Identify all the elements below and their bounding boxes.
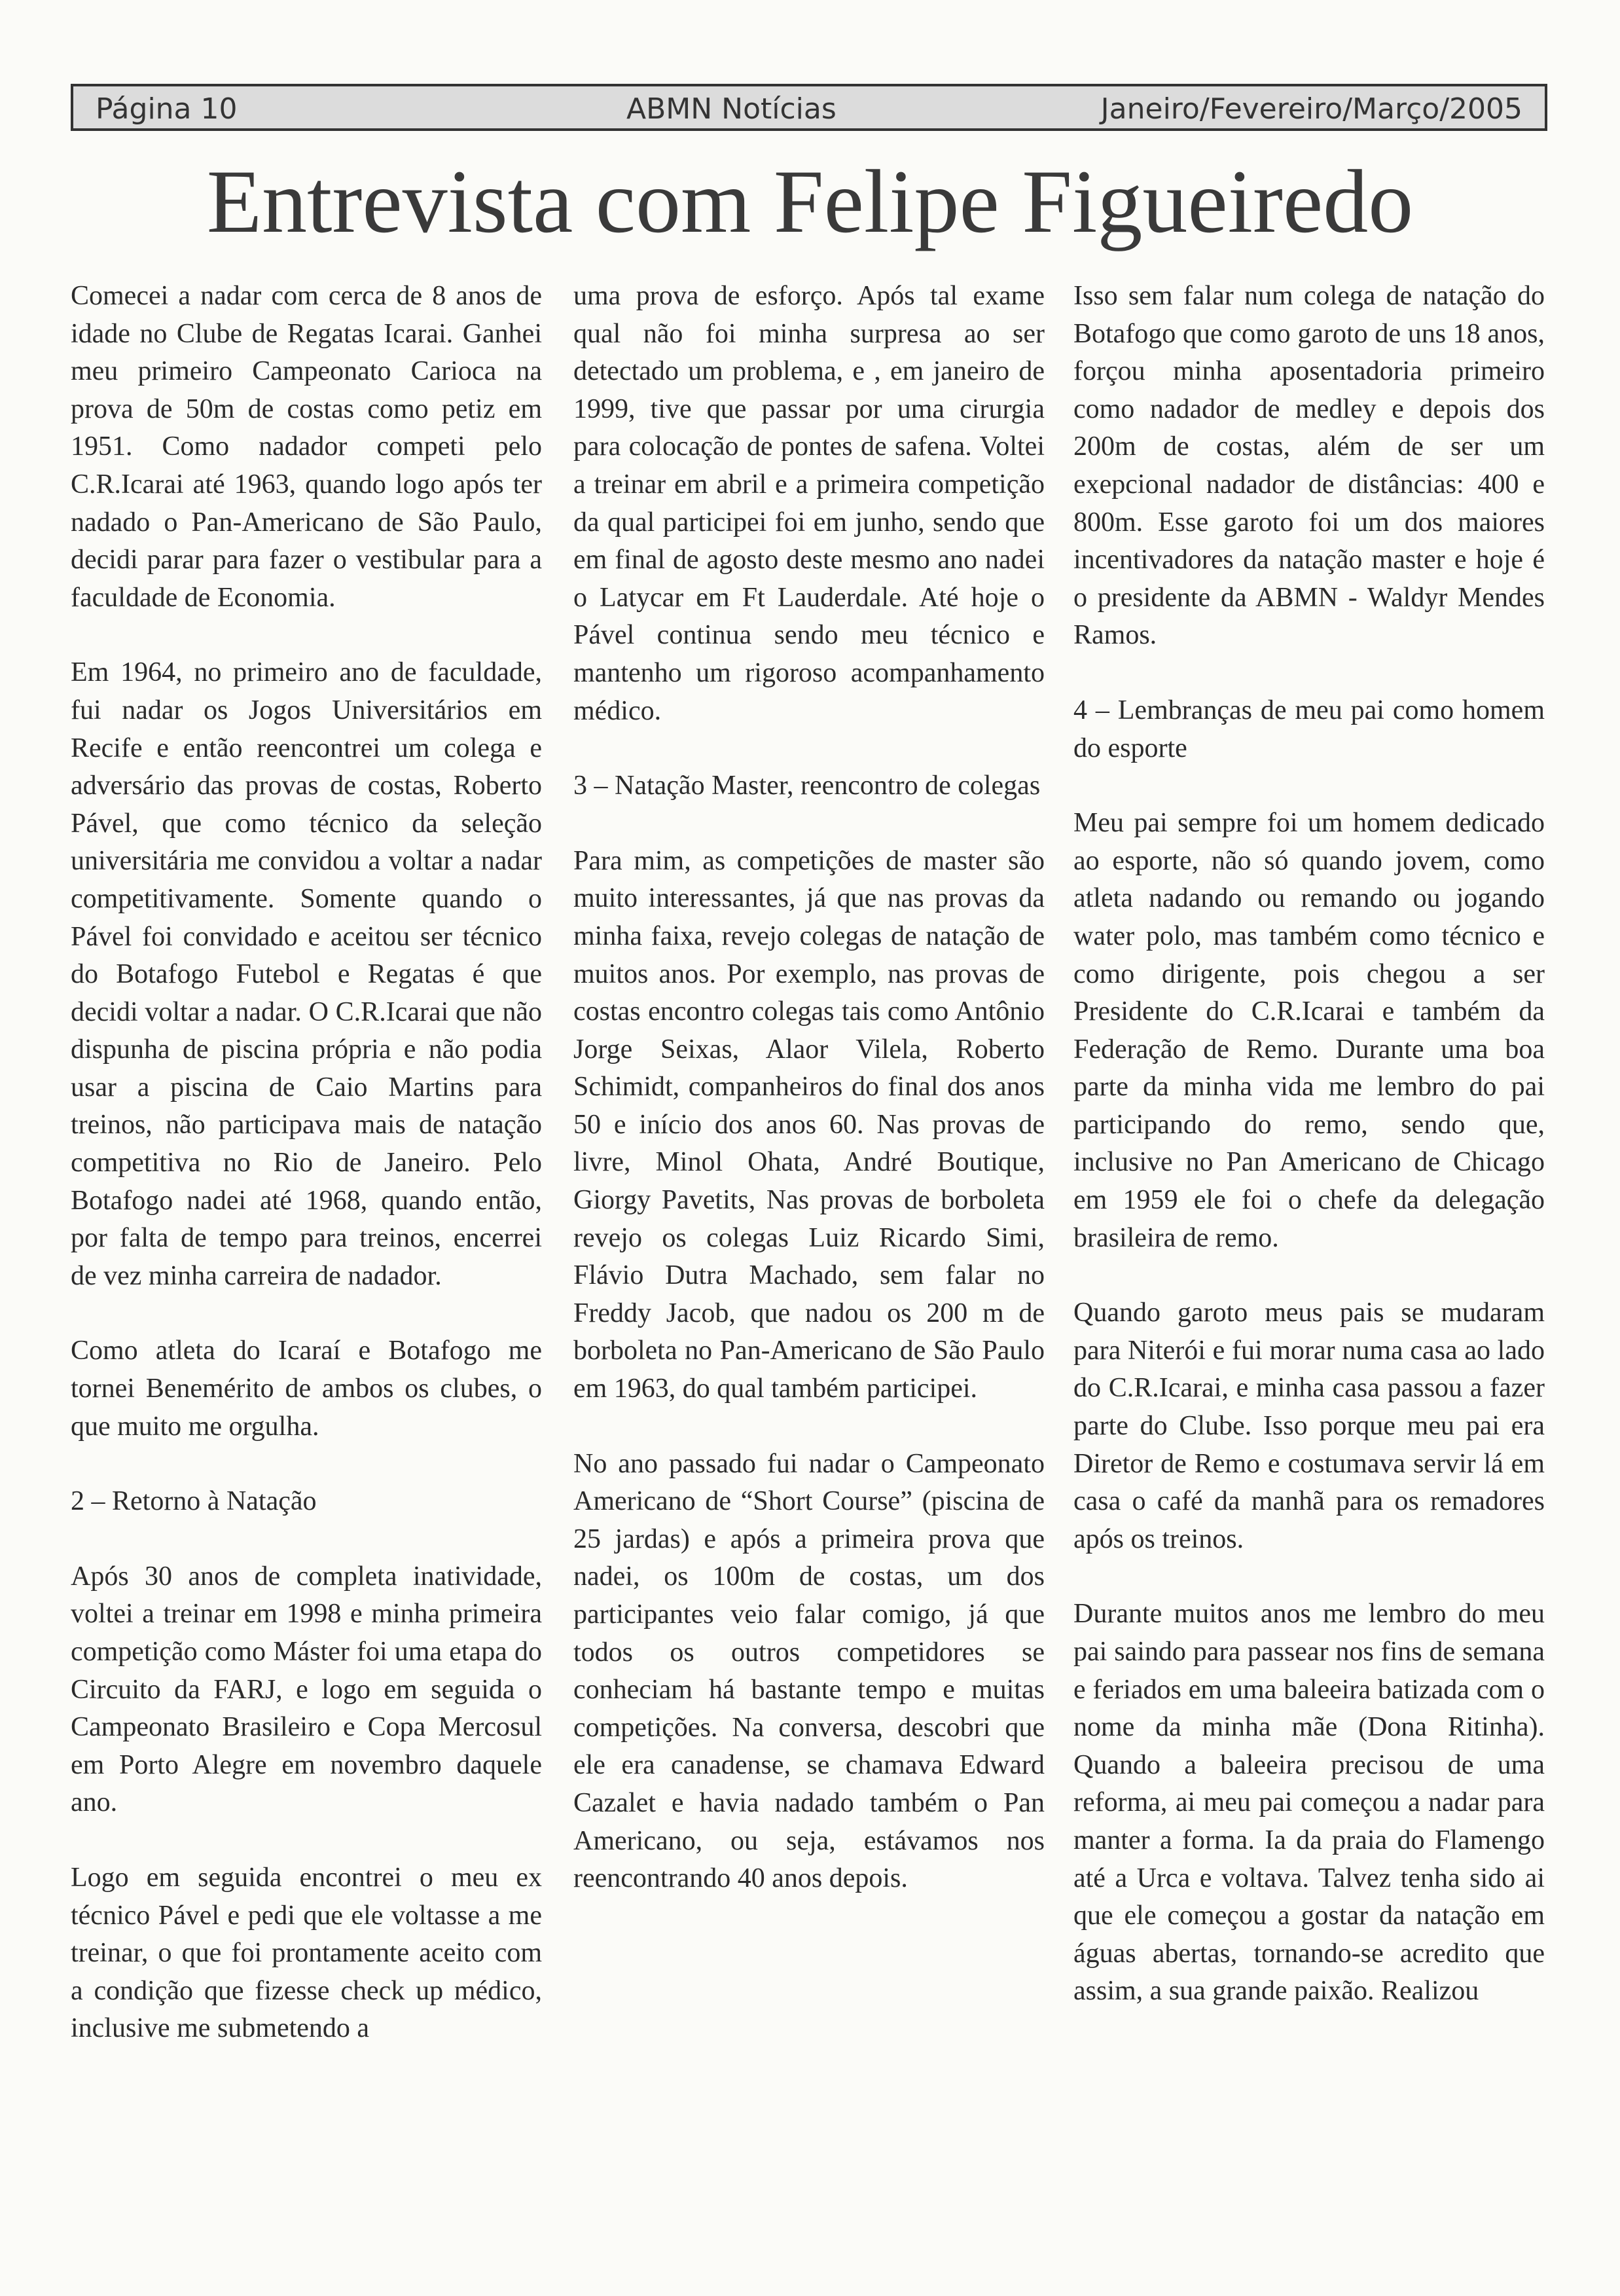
paragraph: Em 1964, no primeiro ano de faculdade, fui nadar os Jogos Universitários em Recife e então reencontrei um colega e adversário das provas de costas, Roberto Pável, que como técnico da seleção universitária me convidou a voltar a nadar competitivamente. Somente quando o Pável foi convidado e aceitou ser técnico do Botafogo Futebol e Regatas é que decidi voltar a nadar. O C.R.Icarai que não dispunha de piscina própria e não podia usar a piscina de Caio Martins para treinos, não participava mais de natação competitiva no Rio de Janeiro. Pelo Botafogo nadei até 1968, quando então, por falta de tempo para treinos, encerrei de vez minha carreira de nadador. <box>71 657 542 1291</box>
paragraph: Após 30 anos de completa inatividade, voltei a treinar em 1998 e minha primeira competição como Máster foi uma etapa do Circuito da FARJ, e logo em seguida o Campeonato Brasileiro e Copa Mercosul em Porto Alegre em novembro daquele ano. <box>71 1561 542 1818</box>
section-heading: 3 – Natação Master, reencontro de colegas <box>573 771 1041 801</box>
section-heading: 4 – Lembranças de meu pai como homem do esporte <box>1073 695 1545 763</box>
issue-date: Janeiro/Fevereiro/Março/2005 <box>1100 92 1522 126</box>
section-heading: 2 – Retorno à Natação <box>71 1486 317 1517</box>
paragraph: Quando garoto meus pais se mudaram para Niterói e fui morar numa casa ao lado do C.R.Icarai, e minha casa passou a fazer parte do Clube. Isso porque meu pai era Diretor de Remo e costumava servir lá em casa o café da manhã para os remadores após os treinos. <box>1073 1298 1545 1554</box>
article-title: Entrevista com Felipe Figueiredo <box>206 151 1414 251</box>
publication-name: ABMN Notícias <box>626 92 837 126</box>
paragraph: Isso sem falar num colega de natação do Botafogo que como garoto de uns 18 anos, forçou minha aposentadoria primeiro como nadador de medley e depois dos 200m de costas, além de ser um exepcional nadador de distâncias: 400 e 800m. Esse garoto foi um dos maiores incentivadores da natação master e hoje é o presidente da ABMN - Waldyr Mendes Ramos. <box>1073 281 1545 651</box>
text-column-1 <box>71 278 542 2048</box>
paragraph: Durante muitos anos me lembro do meu pai saindo para passear nos fins de semana e feriados em uma baleeira batizada com o nome da minha mãe (Dona Ritinha). Quando a baleeira precisou de uma reforma, ai meu pai começou a nadar para manter a forma. Ia da praia do Flamengo até a Urca e voltava. Talvez tenha sido ai que ele começou a gostar da natação em águas abertas, tornando-se acredito que assim, a sua grande paixão. Realizou <box>1073 1599 1545 2007</box>
paragraph: Comecei a nadar com cerca de 8 anos de idade no Clube de Regatas Icarai. Ganhei meu primeiro Campeonato Carioca na prova de 50m de costas como petiz em 1951. Como nadador competi pelo C.R.Icarai até 1963, quando logo após ter nadado o Pan-Americano de São Paulo, decidi parar para fazer o vestibular para a faculdade de Economia. <box>71 281 542 613</box>
paragraph: uma prova de esforço. Após tal exame qual não foi minha surpresa ao ser detectado um problema, e , em janeiro de 1999, tive que passar por uma cirurgia para colocação de pontes de safena. Voltei a treinar em abril e a primeira competição da qual participei foi em junho, sendo que em final de agosto deste mesmo ano nadei o Latycar em Ft Lauderdale. Até hoje o Pável continua sendo meu técnico e mantenho um rigoroso acompanhamento médico. <box>573 281 1045 726</box>
paragraph: Meu pai sempre foi um homem dedicado ao esporte, não só quando jovem, como atleta nadando ou remando ou jogando water polo, mas também como técnico e como dirigente, pois chegou a ser Presidente do C.R.Icarai e também da Federação de Remo. Durante uma boa parte da minha vida me lembro do pai participando do remo, sendo que, inclusive no Pan Americano de Chicago em 1959 ele foi o chefe da delegação brasileira de remo. <box>1073 808 1545 1253</box>
paragraph: Como atleta do Icaraí e Botafogo me tornei Benemérito de ambos os clubes, o que muito me orgulha. <box>71 1336 542 1442</box>
paragraph: Para mim, as competições de master são muito interessantes, já que nas provas da minha faixa, revejo colegas de natação de muitos anos. Por exemplo, nas provas de costas encontro colegas tais como Antônio Jorge Seixas, Alaor Vilela, Roberto Schimidt, companheiros do final dos anos 50 e início dos anos 60. Nas provas de livre, Minol Ohata, André Boutique, Giorgy Pavetits, Nas provas de borboleta revejo os colegas Luiz Ricardo Simi, Flávio Dutra Machado, sem falar no Freddy Jacob, que nadou os 200 m de borboleta no Pan-Americano de São Paulo em 1963, do qual também participei. <box>573 845 1045 1404</box>
page-header-bar <box>71 84 1547 131</box>
paragraph: No ano passado fui nadar o Campeonato Americano de “Short Course” (piscina de 25 jardas) e após a primeira prova que nadei, os 100m de costas, um dos participantes veio falar comigo, já que todos os outros competidores se conheciam há bastante tempo e muitas competições. Na conversa, descobri que ele era canadense, se chamava Edward Cazalet e havia nadado também o Pan Americano, ou seja, estávamos nos reencontrando 40 anos depois. <box>573 1448 1045 1894</box>
text-column-2 <box>573 278 1045 1898</box>
page-number: Página 10 <box>96 92 238 126</box>
paragraph: Logo em seguida encontrei o meu ex técnico Pável e pedi que ele voltasse a me treinar, o que foi prontamente aceito com a condição que fizesse check up médico, inclusive me submetendo a <box>71 1862 542 2044</box>
text-column-3 <box>1073 278 1545 2011</box>
